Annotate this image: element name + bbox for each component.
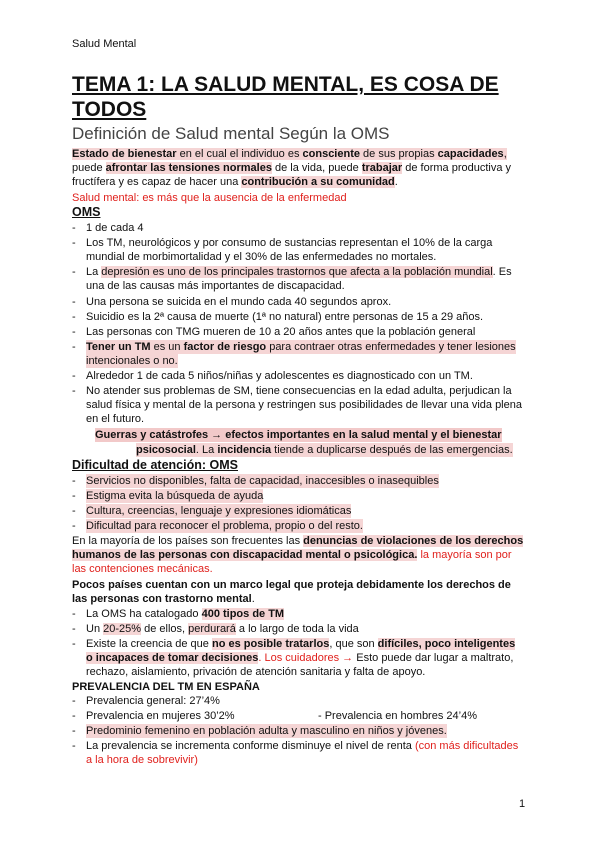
paragraph-line: humanos de las personas con discapacidad mental o psicológica. la mayoría son por bbox=[72, 549, 512, 561]
prevalencia-heading: PREVALENCIA DEL TM EN ESPAÑA bbox=[72, 681, 260, 693]
list-item: Estigma evita la búsqueda de ayuda bbox=[86, 490, 264, 502]
list-item: Tener un TM es un factor de riesgo para contraer otras enfermedades y tener lesiones bbox=[86, 341, 516, 353]
list-item-cont: una de las causas más importantes de discapacidad. bbox=[86, 280, 345, 292]
list-item: Existe la creencia de que no es posible tratarlos, que son difíciles, poco inteligentes bbox=[86, 638, 516, 650]
list-item: La depresión es uno de los principales trastornos que afecta a la población mundial. Es bbox=[86, 266, 512, 278]
list-dash: - bbox=[72, 341, 76, 353]
paragraph-line: las contenciones mecánicas. bbox=[72, 563, 213, 575]
list-dash: - bbox=[72, 222, 76, 234]
list-dash: - bbox=[72, 311, 76, 323]
dificultad-heading: Dificultad de atención: OMS bbox=[72, 458, 238, 472]
subtitle: Definición de Salud mental Según la OMS bbox=[72, 124, 390, 143]
list-item: Servicios no disponibles, falta de capacidad, inaccesibles o inasequibles bbox=[86, 475, 439, 487]
list-item: Las personas con TMG mueren de 10 a 20 años antes que la población general bbox=[86, 326, 476, 338]
list-item: Alrededor 1 de cada 5 niños/niñas y adolescentes es diagnosticado con un TM. bbox=[86, 370, 473, 382]
list-dash: - bbox=[72, 623, 76, 635]
list-dash: - bbox=[72, 638, 76, 650]
list-item-cont: rechazo, aislamiento, privación de atención sanitaria y falta de apoyo. bbox=[86, 666, 426, 678]
list-dash: - bbox=[72, 370, 76, 382]
list-dash: - bbox=[72, 475, 76, 487]
paragraph-line: Pocos países cuentan con un marco legal que proteja debidamente los derechos de bbox=[72, 579, 511, 591]
list-dash: - bbox=[72, 237, 76, 249]
list-item: 1 de cada 4 bbox=[86, 222, 144, 234]
list-dash: - bbox=[72, 296, 76, 308]
list-dash: - bbox=[72, 505, 76, 517]
highlight-statement-cont: psicosocial. La incidencia tiende a duplicarse después de las emergencias. bbox=[136, 444, 513, 456]
list-dash: - bbox=[72, 608, 76, 620]
definition-line-2: puede afrontar las tensiones normales de la vida, puede trabajar de forma productiva y bbox=[72, 162, 512, 174]
list-dash: - bbox=[72, 326, 76, 338]
list-item: Prevalencia en mujeres 30’2% bbox=[86, 710, 235, 722]
list-item-cont: mundial de morbimortalidad y el 30% de las enfermedades no mortales. bbox=[86, 251, 437, 263]
list-item-cont: a la hora de sobrevivir) bbox=[86, 754, 198, 766]
list-item-cont: o incapaces de tomar decisiones. Los cuidadores → Esto puede dar lugar a maltrato, bbox=[86, 652, 514, 664]
list-dash: - bbox=[72, 695, 76, 707]
list-item: Cultura, creencias, lenguaje y expresiones idiomáticas bbox=[86, 505, 352, 517]
definition-line-3: fructífera y es capaz de hacer una contribución a su comunidad. bbox=[72, 176, 398, 188]
list-item-cont: en el futuro. bbox=[86, 413, 145, 425]
definition-line-1: Estado de bienestar en el cual el individuo es consciente de sus propias capacidades, bbox=[72, 148, 507, 160]
list-item: Prevalencia general: 27’4% bbox=[86, 695, 220, 707]
list-item: La prevalencia se incrementa conforme disminuye el nivel de renta (con más dificultades bbox=[86, 740, 519, 752]
page-title: TEMA 1: LA SALUD MENTAL, ES COSA DE TODOS bbox=[72, 73, 499, 121]
page-header: Salud Mental bbox=[72, 38, 137, 50]
list-item: Predominio femenino en población adulta y masculino en niños y jóvenes. bbox=[86, 725, 447, 737]
list-item: No atender sus problemas de SM, tiene consecuencias en la edad adulta, perjudican la bbox=[86, 385, 512, 397]
list-item: Suicidio es la 2ª causa de muerte (1ª no natural) entre personas de 15 a 29 años. bbox=[86, 311, 484, 323]
list-dash: - bbox=[72, 740, 76, 752]
list-dash: - bbox=[72, 385, 76, 397]
list-dash: - bbox=[72, 725, 76, 737]
list-item-cont: salud física y mental de la persona y restringen sus posibilidades de llevar una vida plena bbox=[86, 399, 522, 411]
list-item: Dificultad para reconocer el problema, propio o del resto. bbox=[86, 520, 363, 532]
list-dash: - bbox=[72, 490, 76, 502]
definition-note: Salud mental: es más que la ausencia de la enfermedad bbox=[72, 192, 347, 204]
list-dash: - bbox=[72, 710, 76, 722]
list-item: Los TM, neurológicos y por consumo de sustancias representan el 10% de la carga bbox=[86, 237, 493, 249]
oms-heading: OMS bbox=[72, 205, 101, 219]
paragraph-line: En la mayoría de los países son frecuentes las denuncias de violaciones de los derechos bbox=[72, 535, 524, 547]
list-dash: - bbox=[72, 266, 76, 278]
list-item: Un 20-25% de ellos, perdurará a lo largo de toda la vida bbox=[86, 623, 359, 635]
highlight-statement: Guerras y catástrofes → efectos importantes en la salud mental y el bienestar bbox=[95, 429, 502, 441]
list-item: Una persona se suicida en el mundo cada 40 segundos aprox. bbox=[86, 296, 392, 308]
list-item: - Prevalencia en hombres 24’4% bbox=[318, 710, 477, 722]
paragraph-line: las personas con trastorno mental. bbox=[72, 593, 255, 605]
list-item-cont: intencionales o no. bbox=[86, 355, 178, 367]
page-number: 1 bbox=[519, 798, 526, 810]
list-dash: - bbox=[72, 520, 76, 532]
list-item: La OMS ha catalogado 400 tipos de TM bbox=[86, 608, 285, 620]
